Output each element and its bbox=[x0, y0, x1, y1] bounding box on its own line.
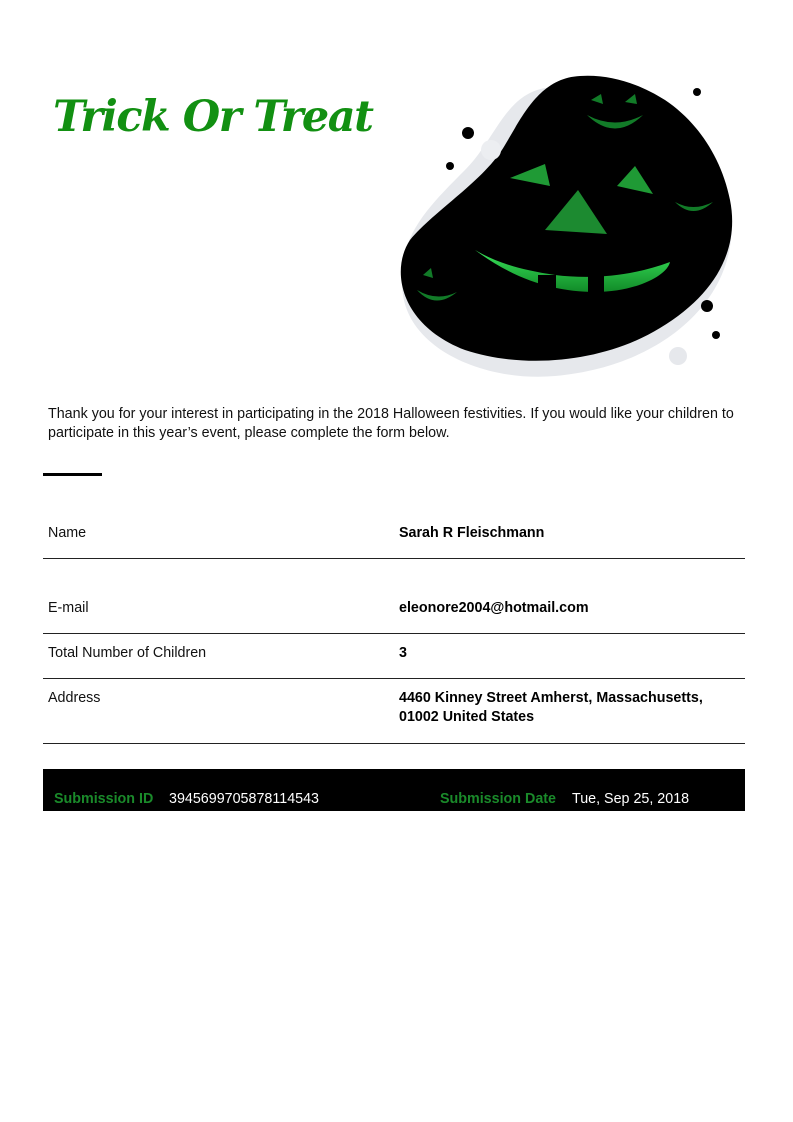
children-value: 3 bbox=[399, 645, 407, 661]
submission-date-label: Submission Date bbox=[440, 791, 556, 807]
form-row-email bbox=[43, 580, 745, 634]
jack-o-lantern-illustration bbox=[395, 70, 740, 385]
submission-footer bbox=[43, 769, 745, 811]
form-row-name bbox=[43, 505, 745, 559]
address-value: 4460 Kinney Street Amherst, Massachusetts, 01002 United States bbox=[399, 690, 703, 725]
children-label: Total Number of Children bbox=[48, 645, 207, 661]
email-label: E-mail bbox=[48, 600, 89, 616]
address-label: Address bbox=[48, 690, 101, 706]
form-row-children bbox=[43, 633, 745, 679]
submission-id-value: 3945699705878114543 bbox=[169, 791, 320, 807]
section-divider bbox=[43, 473, 102, 476]
name-label: Name bbox=[48, 525, 87, 541]
submission-id-label: Submission ID bbox=[54, 791, 154, 807]
page-title: Trick Or Treat bbox=[53, 92, 373, 142]
email-value: eleonore2004@hotmail.com bbox=[399, 600, 589, 616]
submission-date-value: Tue, Sep 25, 2018 bbox=[572, 791, 690, 807]
form-row-address bbox=[43, 678, 745, 744]
intro-text: Thank you for your interest in participating in the 2018 Halloween festivities. If you would like your children to participate in this year’s event, please complete the form below. bbox=[48, 406, 734, 441]
name-value: Sarah R Fleischmann bbox=[399, 525, 545, 541]
